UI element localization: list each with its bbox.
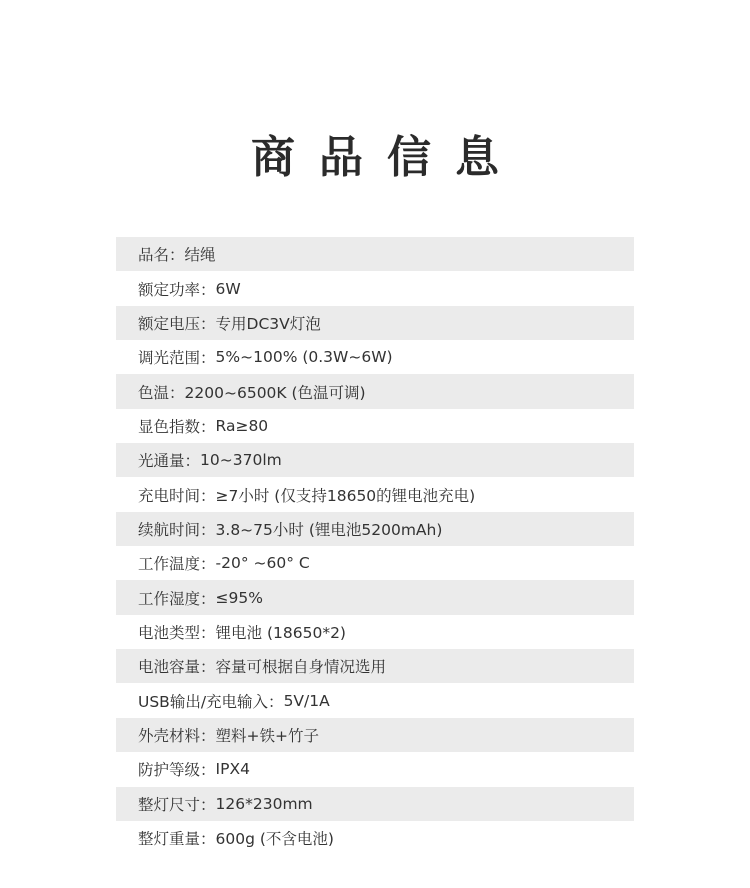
spec-label: 外壳材料	[138, 726, 201, 745]
spec-separator: ：	[200, 520, 216, 539]
spec-table	[116, 237, 634, 855]
spec-separator: ：	[200, 280, 216, 299]
spec-label: 调光范围	[138, 349, 201, 368]
spec-value: Ra≥80	[215, 416, 269, 435]
spec-value: 结绳	[184, 246, 216, 265]
spec-value: 3.8~75小时 (锂电池5200mAh)	[215, 520, 443, 539]
spec-value: 容量可根据自身情况选用	[215, 658, 387, 677]
spec-value: 6W	[215, 279, 241, 298]
spec-label: 整灯重量	[138, 830, 201, 849]
spec-value: IPX4	[215, 760, 250, 779]
spec-separator: ：	[200, 658, 216, 677]
spec-label: 显色指数	[138, 417, 201, 436]
spec-value: 塑料+铁+竹子	[215, 726, 320, 745]
spec-row-rated-voltage	[116, 306, 634, 340]
spec-label: 续航时间	[138, 520, 201, 539]
spec-label: 额定电压	[138, 314, 201, 333]
spec-value: 600g (不含电池)	[215, 830, 334, 849]
spec-row-luminous-flux	[116, 443, 634, 477]
spec-separator: ：	[268, 692, 284, 711]
spec-label: 光通量	[138, 452, 185, 471]
spec-label: USB输出/充电输入	[138, 692, 269, 711]
spec-row-usb-io	[116, 683, 634, 717]
spec-label: 工作湿度	[138, 589, 201, 608]
spec-value: 专用DC3V灯泡	[215, 314, 321, 333]
spec-separator: ：	[200, 555, 216, 574]
spec-label: 额定功率	[138, 280, 201, 299]
spec-separator: ：	[200, 623, 216, 642]
spec-separator: ：	[200, 486, 216, 505]
spec-value: 126*230mm	[215, 794, 313, 813]
spec-separator: ：	[169, 246, 185, 265]
spec-value: ≥7小时 (仅支持18650的锂电池充电)	[215, 486, 476, 505]
spec-row-cri	[116, 409, 634, 443]
spec-row-lamp-weight	[116, 821, 634, 855]
spec-separator: ：	[200, 349, 216, 368]
spec-separator: ：	[200, 761, 216, 780]
spec-row-rated-power	[116, 271, 634, 305]
spec-separator: ：	[200, 830, 216, 849]
spec-row-color-temperature	[116, 374, 634, 408]
spec-value: 2200~6500K (色温可调)	[184, 383, 366, 402]
spec-label: 整灯尺寸	[138, 795, 201, 814]
spec-value: 锂电池 (18650*2)	[215, 623, 346, 642]
spec-value: ≤95%	[215, 588, 263, 607]
spec-row-charging-time	[116, 477, 634, 511]
spec-row-name	[116, 237, 634, 271]
spec-separator: ：	[169, 383, 185, 402]
page-title: 商品信息	[251, 132, 523, 183]
spec-row-housing-material	[116, 718, 634, 752]
spec-label: 色温	[138, 383, 170, 402]
spec-row-dimming-range	[116, 340, 634, 374]
spec-label: 电池容量	[138, 658, 201, 677]
spec-label: 充电时间	[138, 486, 201, 505]
spec-separator: ：	[200, 726, 216, 745]
spec-value: -20° ~60° C	[215, 554, 310, 573]
spec-separator: ：	[200, 589, 216, 608]
spec-separator: ：	[200, 417, 216, 436]
spec-label: 工作温度	[138, 555, 201, 574]
spec-label: 品名	[138, 246, 170, 265]
spec-value: 5V/1A	[283, 691, 330, 710]
spec-row-battery-life	[116, 512, 634, 546]
spec-value: 5%~100% (0.3W~6W)	[215, 348, 393, 367]
spec-row-battery-type	[116, 615, 634, 649]
spec-label: 防护等级	[138, 761, 201, 780]
spec-row-lamp-size	[116, 787, 634, 821]
spec-separator: ：	[200, 795, 216, 814]
spec-row-protection-rating	[116, 752, 634, 786]
spec-label: 电池类型	[138, 623, 201, 642]
spec-separator: ：	[200, 314, 216, 333]
spec-row-battery-capacity	[116, 649, 634, 683]
spec-value: 10~370lm	[200, 451, 282, 470]
spec-row-operating-temperature	[116, 546, 634, 580]
spec-row-operating-humidity	[116, 580, 634, 614]
spec-separator: ：	[184, 452, 201, 471]
